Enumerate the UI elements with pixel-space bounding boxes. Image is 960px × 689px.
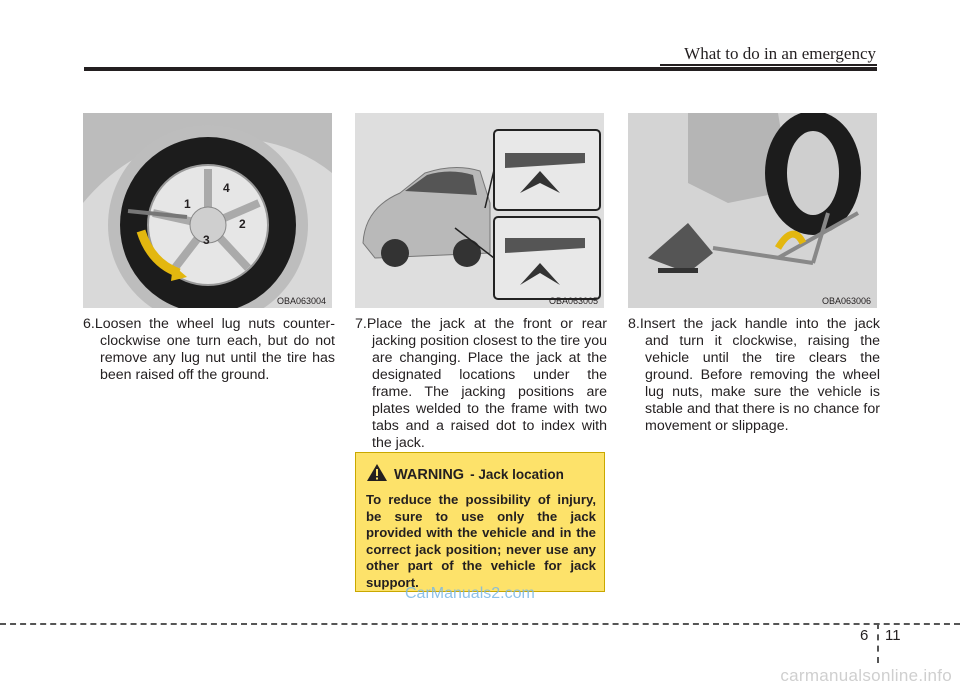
step-8 [628,316,880,435]
step-7 [355,316,607,452]
watermark: CarManuals2.com [405,585,535,602]
step-text: 8.Insert the jack handle into the jack and turn it clockwise, raising the vehicle until the tire clears the ground. Before removing the wheel lug nuts, make sure the vehicle is stable and that there is no chance for movement or slippage. [628,316,880,434]
lug-label-3: 3 [203,233,210,247]
header-rule-thin [660,64,877,66]
jack-position-figure [355,113,604,308]
warning-box [355,452,605,592]
site-watermark: carmanualsonline.info [780,666,952,685]
section-title: What to do in an emergency [684,44,876,63]
page-number: 11 [885,627,901,644]
lug-label-2: 2 [239,217,246,231]
chapter-number: 6 [860,627,869,644]
figure-code: OBA063005 [549,296,599,306]
figure-code: OBA063004 [277,296,327,306]
warning-triangle-icon [366,463,388,486]
lug-label-1: 1 [184,197,191,211]
warning-body: To reduce the possibility of injury, be sure to use only the jack provided with the vehicle and in the correct jack position; never use any other part of the vehicle for jack support. [366,492,596,590]
warning-title: WARNING [394,466,465,483]
wheel-lug-nut-figure [83,113,332,308]
figure-code: OBA063006 [822,296,872,306]
footer-rule [0,623,960,625]
warning-subtitle: - Jack location [470,467,564,482]
step-text: 7.Place the jack at the front or rear jacking position closest to the tire you are changing. Place the jack at the designated locations under the frame. The jacking positions are plates welded to the frame with two tabs and a raised dot to index with the jack. [355,316,608,451]
warning-header [366,463,596,486]
step-text: 6.Loosen the wheel lug nuts counter-clockwise one turn each, but do not remove any lug nut until the tire has been raised off the ground. [83,316,335,383]
lug-label-4: 4 [223,181,230,195]
header-rule [84,67,877,71]
footer-divider [877,623,879,663]
step-6 [83,316,335,384]
jack-handle-figure [628,113,877,308]
